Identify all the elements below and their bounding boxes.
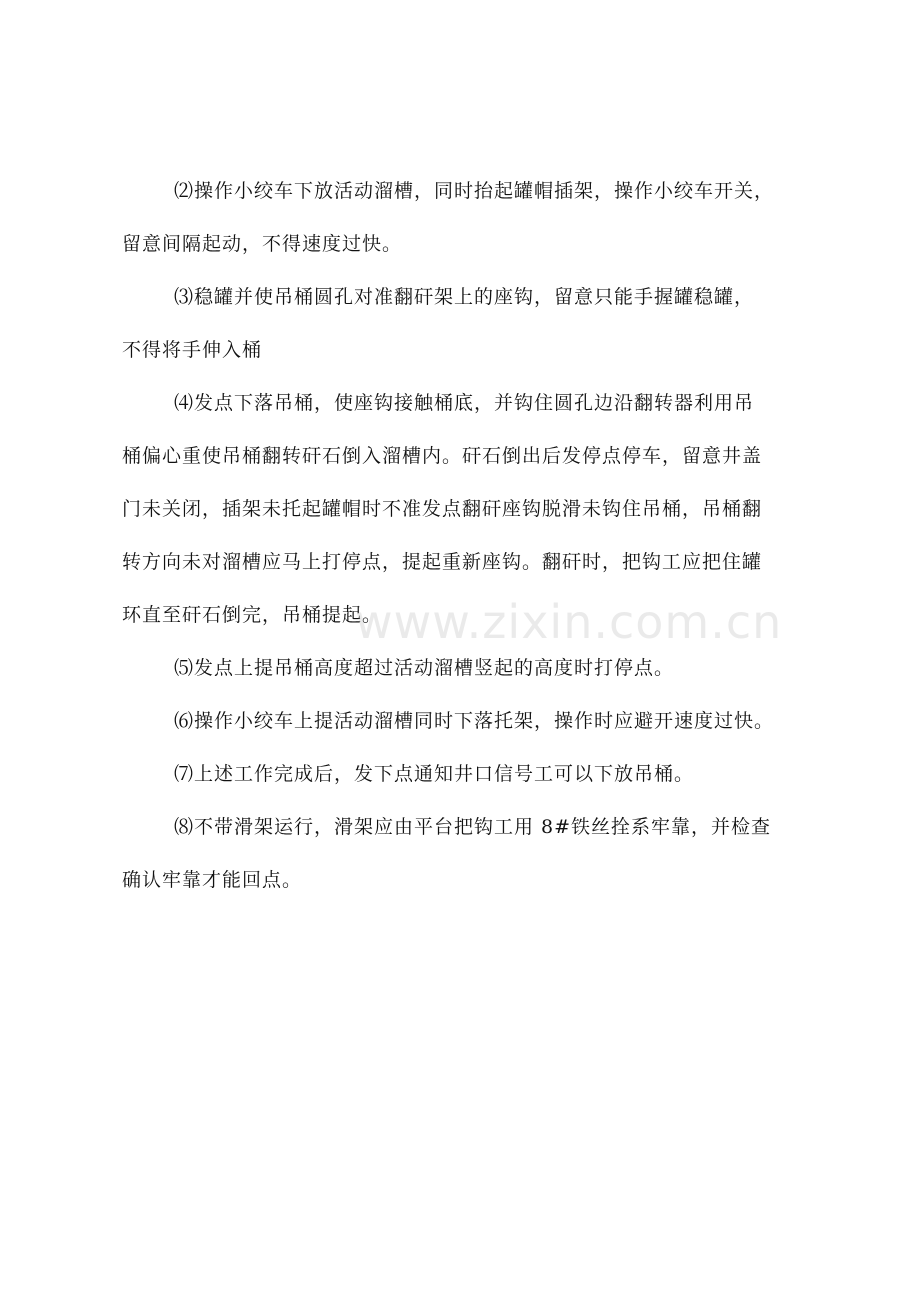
- text-line: ⑺上述工作完成后，发下点通知井口信号工可以下放吊桶。: [174, 763, 695, 785]
- paragraph-step-7: [122, 748, 822, 801]
- text-line: 门未关闭，插架未托起罐帽时不准发点翻矸座钩脱滑未钩住吊桶，吊桶翻: [122, 498, 763, 520]
- text-line: ⑹操作小绞车上提活动溜槽同时下落托架，操作时应避开速度过快。: [174, 710, 775, 732]
- text-line: 留意间隔起动，不得速度过快。: [122, 233, 403, 255]
- text-line: ⑷发点下落吊桶，使座钩接触桶底，并钩住圆孔边沿翻转器利用吊: [174, 392, 755, 414]
- paragraph-step-5: [122, 642, 822, 695]
- text-line: 环直至矸石倒完，吊桶提起。: [122, 604, 383, 626]
- text-line: 确认牢靠才能回点。: [122, 869, 303, 891]
- text-line: 不得将手伸入桶: [122, 339, 263, 361]
- text-line: 转方向未对溜槽应马上打停点，提起重新座钩。翻矸时，把钩工应把住罐: [122, 551, 763, 573]
- text-line: 桶偏心重使吊桶翻转矸石倒入溜槽内。矸石倒出后发停点停车，留意井盖: [122, 445, 763, 467]
- watermark-text: www.zixin.com.cn: [355, 595, 783, 649]
- paragraph-step-4: [122, 377, 822, 642]
- document-body: [122, 165, 822, 907]
- paragraph-step-8: [122, 801, 822, 907]
- text-line: ⑸发点上提吊桶高度超过活动溜槽竖起的高度时打停点。: [174, 657, 675, 679]
- text-line: ⑻不带滑架运行，滑架应由平台把钩工用 8#铁丝拴系牢靠，并检查: [174, 816, 772, 838]
- paragraph-step-3: [122, 271, 822, 377]
- paragraph-step-2: [122, 165, 822, 271]
- paragraph-step-6: [122, 695, 822, 748]
- text-line: ⑶稳罐并使吊桶圆孔对准翻矸架上的座钩，留意只能手握罐稳罐，: [174, 286, 755, 308]
- text-line: ⑵操作小绞车下放活动溜槽，同时抬起罐帽插架，操作小绞车开关，: [174, 180, 775, 202]
